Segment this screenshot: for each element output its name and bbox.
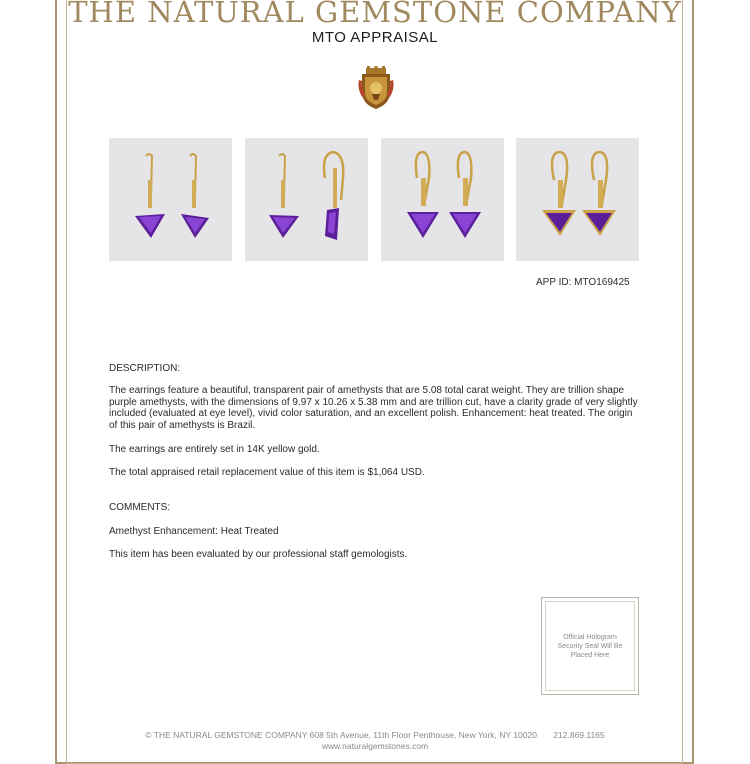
footer-website: www.naturalgemstones.com [321, 741, 429, 751]
product-photo-1 [109, 138, 232, 261]
appraisal-id: APP ID: MTO169425 [536, 277, 630, 288]
footer-phone: 212.869.1165 [553, 730, 605, 740]
earring-left [135, 154, 165, 238]
crest-logo-icon [357, 66, 395, 110]
description-paragraph-2: The earrings are entirely set in 14K yellow gold. [109, 444, 320, 455]
seal-text: Official Hologram Security Seal Will Be Placed Here [545, 601, 635, 691]
earring-left [407, 152, 439, 238]
earring-right [181, 154, 209, 238]
earring-left-back [542, 152, 576, 236]
product-photo-2 [245, 138, 368, 261]
footer-line-1 [0, 730, 750, 741]
earring-right-side [324, 152, 343, 240]
page-title: MTO APPRAISAL [311, 29, 439, 46]
earring-right-back [582, 152, 616, 236]
earring-left [269, 154, 299, 238]
comments-paragraph-1: Amethyst Enhancement: Heat Treated [109, 526, 279, 537]
earring-right [449, 152, 481, 238]
comments-paragraph-2: This item has been evaluated by our professional staff gemologists. [109, 549, 408, 560]
company-name: THE NATURAL GEMSTONE COMPANY [68, 0, 682, 29]
hologram-seal-placeholder [541, 597, 639, 695]
description-heading: DESCRIPTION: [109, 363, 181, 374]
product-photo-4 [516, 138, 639, 261]
product-photo-3 [381, 138, 504, 261]
description-paragraph-3: The total appraised retail replacement value of this item is $1,064 USD. [109, 467, 425, 478]
description-paragraph-1: The earrings feature a beautiful, transparent pair of amethysts that are 5.08 total carat weight. They are trillion shape purple amethysts, with the dimensions of 9.97 x 10.26 x 5.38 mm and are trillion cut, have a clarity grade of very slightly included (evaluated at eye level), vivid color saturation, and an excellent polish. Enhancement: heat treated. The origin of this pair of amethysts is Brazil. [109, 385, 638, 431]
footer-address: © THE NATURAL GEMSTONE COMPANY 608 5th Avenue, 11th Floor Penthouse, New York, NY 10020 [145, 730, 537, 740]
comments-heading: COMMENTS: [109, 502, 171, 513]
footer [0, 730, 750, 752]
